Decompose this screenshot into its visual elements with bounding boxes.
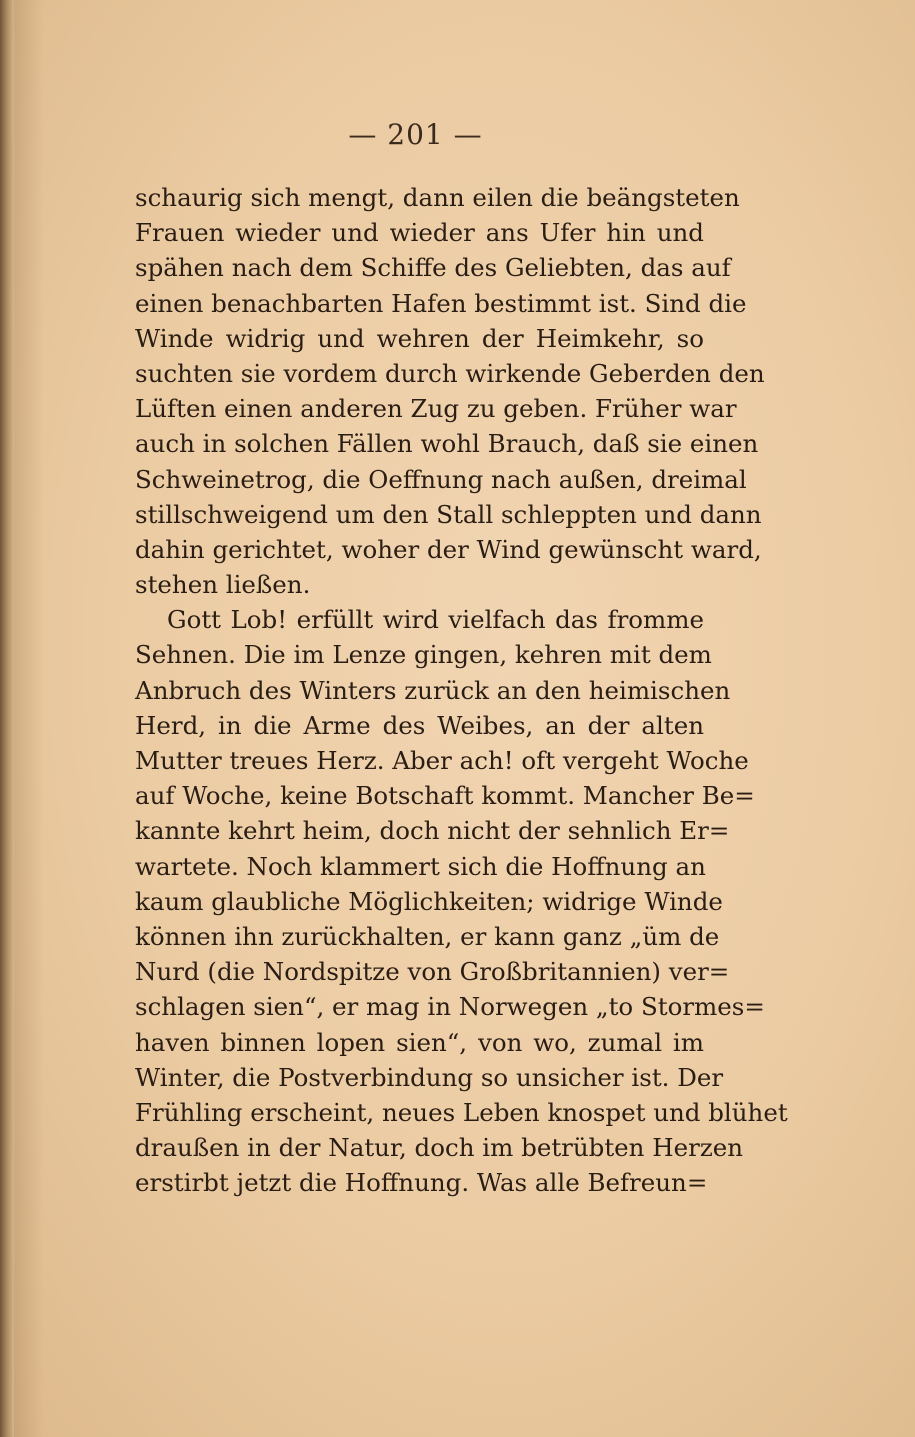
text-line: können ihn zurückhalten, er kann ganz „üm de [135, 921, 720, 951]
text-line: schaurig sich mengt, dann eilen die beängsteten [135, 183, 740, 212]
text-line: Winter, die Postverbindung so unsicher ist. Der [135, 1062, 724, 1092]
text-line: Herd, in die Arme des Weibes, an der alten [135, 710, 704, 740]
text-line: Mutter treues Herz. Aber ach! oft vergeht Woche [135, 746, 749, 775]
text-line: Frühling erscheint, neues Leben knospet und blühet [135, 1097, 788, 1127]
text-line: draußen in der Natur, doch im betrübten Herzen [135, 1133, 744, 1163]
text-line: stehen ließen. [135, 570, 311, 600]
text-line: suchten sie vordem durch wirkende Geberden den [135, 358, 765, 388]
text-line: erstirbt jetzt die Hoffnung. Was alle Befreun= [135, 1168, 708, 1198]
text-line: schlagen sien“, er mag in Norwegen „to Stormes= [135, 992, 765, 1022]
text-line: kannte kehrt heim, doch nicht der sehnlich Er= [135, 816, 730, 846]
book-binding-edge [0, 0, 14, 1437]
text-line: wartete. Noch klammert sich die Hoffnung an [135, 851, 706, 881]
text-line: Gott Lob! erfüllt wird vielfach das fromme [167, 605, 704, 635]
text-line: auf Woche, keine Botschaft kommt. Mancher Be= [135, 781, 755, 811]
text-line: haven binnen lopen sien“, von wo, zumal im [135, 1027, 704, 1057]
text-line: Sehnen. Die im Lenze gingen, kehren mit dem [135, 640, 712, 670]
text-line: Frauen wieder und wieder ans Ufer hin und [135, 218, 704, 248]
text-line: stillschweigend um den Stall schleppten und dann [135, 499, 762, 529]
text-line: auch in solchen Fällen wohl Brauch, daß sie einen [135, 429, 759, 459]
text-line: einen benachbarten Hafen bestimmt ist. Sind die [135, 288, 747, 318]
text-line: Nurd (die Nordspitze von Großbritannien) ver= [135, 957, 730, 987]
text-line: kaum glaubliche Möglichkeiten; widrige Winde [135, 886, 723, 916]
text-line: spähen nach dem Schiffe des Geliebten, das auf [135, 253, 731, 283]
text-line: Schweinetrog, die Oeffnung nach außen, dreimal [135, 464, 747, 494]
body-text [135, 180, 788, 1200]
page-number: — 201 — [348, 118, 483, 151]
binding-shadow [14, 0, 44, 1437]
text-line: Winde widrig und wehren der Heimkehr, so [135, 323, 704, 353]
text-line: Lüften einen anderen Zug zu geben. Früher war [135, 394, 737, 424]
text-line: Anbruch des Winters zurück an den heimischen [135, 675, 731, 705]
text-line: dahin gerichtet, woher der Wind gewünscht ward, [135, 534, 762, 564]
